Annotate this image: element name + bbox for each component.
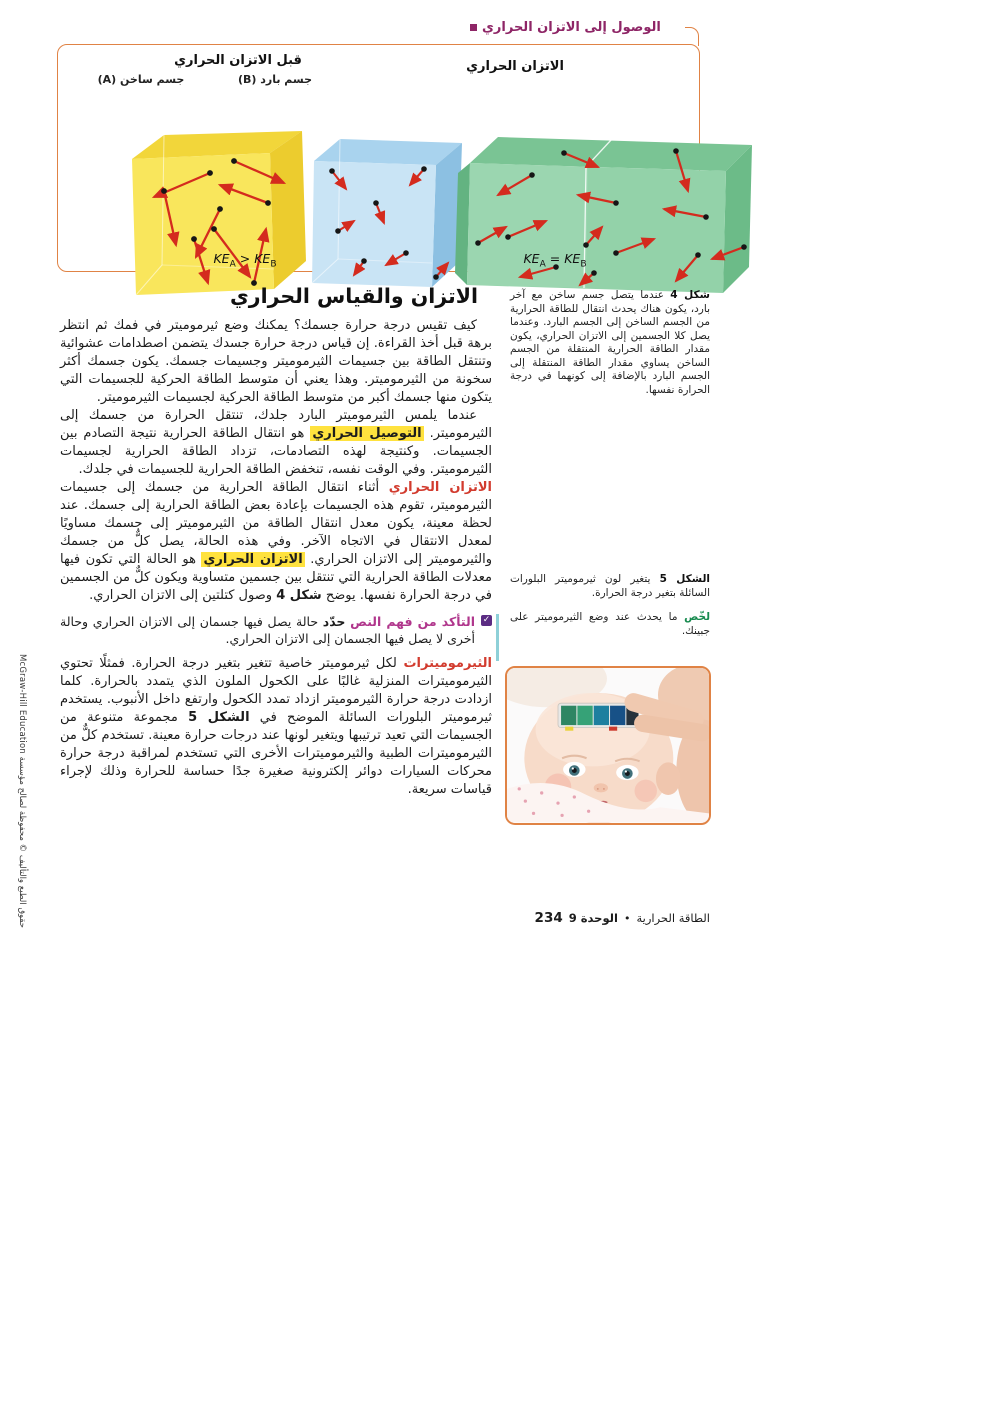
- figure5-reference: الشكل 5: [188, 710, 250, 725]
- figure4-box: [57, 44, 700, 272]
- figure4-caption: شكل 4 عندما يتصل جسم ساخن مع آخر بارد، يكون هناك يحدث انتقال للطاقة الحرارية من الجسم الساخن إلى الجسم البارد. وعندما يصل كلا الجسمين إلى الاتزان الحراري، يكون مقدار الطاقة الحرارية المنتقلة من الجسم الساخن يساوي مقدار الطاقة المنتقلة إلى الجسم البارد بالإضافة إلى كونهما في درجة الحرارة نفسها.: [510, 289, 710, 396]
- footer-chapter: الطاقة الحرارية: [636, 911, 710, 925]
- term-thermal-conduction: التوصيل الحراري: [312, 426, 422, 441]
- figure5-caption-label: الشكل 5: [659, 573, 710, 585]
- paragraph-3: الاتزان الحراري أثناء انتقال الطاقة الحرارية من جسمك إلى جسيمات الثيرموميتر، تقوم هذه الجسيمات بإعادة بعض الطاقة الحرارية إلى جسمك. عند لحظة معينة، يكون معدل انتقال الطاقة من الثيرموميتر إلى جسمك مساويًا لمعدل الانتقال في الاتجاه الآخر. وفي هذه الحالة، يصل كلٌّ من جسمك والثيرموميتر إلى الاتزان الحراري. الاتزان الحراري هو الحالة التي تكون فيها معدلات الطاقة الحرارية التي تنتقل بين جسمين متساوية ويكون كلٌّ من الجسمين في درجة الحرارة نفسها. يوضح شكل 4 وصول كتلتين إلى الاتزان الحراري.: [60, 480, 492, 603]
- check-icon: ✓: [482, 615, 491, 625]
- reading-check-verb: حدّد: [322, 614, 346, 629]
- baby-thermometer-illustration: [507, 668, 709, 823]
- reading-check-label: التأكد من فهم النص: [350, 614, 475, 629]
- section-header: [470, 20, 696, 35]
- lead-thermometers: الثيرموميترات: [403, 656, 492, 671]
- figure4-hot-object-label: جسم ساخن (A): [97, 73, 185, 86]
- ke-comparison-before: $KE_A > KE_B$: [213, 251, 277, 270]
- term-thermal-equilibrium: الاتزان الحراري: [203, 552, 303, 567]
- baby-ear: [656, 762, 680, 795]
- section-header-square-icon: [470, 24, 477, 31]
- lead-thermal-equilibrium: الاتزان الحراري: [388, 480, 492, 495]
- paragraph-2: عندما يلمس الثيرموميتر البارد جلدك، تنتقل الحرارة من جسمك إلى الثيرموميتر. التوصيل الحراري هو انتقال الطاقة الحرارية نتيجة التصادم بين الجسيمات. وكنتيجة لهذه التصادمات، تزداد الطاقة الحرارية لجسيمات الثيرموميتر. وفي الوقت نفسه، تنخفض الطاقة الحرارية للجسيمات في جلدك.: [60, 408, 492, 477]
- page-number: 234: [534, 910, 563, 926]
- ke-comparison-after: $KE_A = KE_B$: [523, 251, 587, 270]
- paragraph-1: كيف تقيس درجة حرارة جسمك؟ يمكنك وضع ثيرموميتر في فمك ثم انتظر برهة قبل أخذ القراءة. إن قياس درجة حرارة جسدك يتضمن اصطدامات عشوائية وتنتقل الطاقة بين جسيمات الثيرموميتر وجسيمات جسمك. يكون جسمك أكثر سخونة من الثيرموميتر. وهذا يعني أن متوسط الطاقة الحركية للجسيمات التي يتكون منها جسمك أكبر من متوسط الطاقة الحركية لجسيمات الثيرموميتر.: [60, 318, 492, 405]
- paragraph-4: الثيرموميترات لكل ثيرموميتر خاصية تتغير بتغير درجة الحرارة. فمثلًا تحتوي الثيرموميترات المنزلية غالبًا على الكحول الملون الذي يتمدد بالحرارة. كلما ازدادت درجة حرارة الثيرموميتر ازداد تمدد الكحول وارتفع داخل الأنبوب. يستخدم ثيرموميتر البلورات السائلة الموضح في الشكل 5 مجموعة متنوعة من الجسيمات التي تعيد ترتيبها ويتغير لونها عند درجات حرارة معينة. تستخدم كلٌّ من الثيرموميترات الطبية والثيرموميترات الأخرى التي تستخدم لمراقبة درجة حرارة محركات السيارات دوائر إلكترونية صغيرة جدًا حساسة للحرارة وذلك لإجراء قياسات سريعة.: [60, 656, 492, 797]
- footer-unit: الوحدة 9: [568, 911, 618, 925]
- figure4-cold-object-label: جسم بارد (B): [237, 73, 313, 86]
- section-header-title: الوصول إلى الاتزان الحراري: [482, 20, 661, 35]
- reading-check-rule: [496, 614, 499, 661]
- figure4-caption-label: شكل 4: [670, 289, 710, 301]
- article-column: [60, 284, 492, 799]
- article-heading: الاتزان والقياس الحراري: [230, 284, 478, 308]
- figure4-after-title: الاتزان الحراري: [466, 59, 564, 74]
- figure4-before-title: قبل الاتزان الحراري: [174, 53, 302, 68]
- figure4-cubes-illustration: [118, 127, 758, 299]
- copyright-sidebar: حقوق الطبع والتأليف © محفوظة لصالح مؤسسة McGraw-Hill Education: [17, 653, 27, 928]
- footer-bullet: •: [623, 912, 631, 925]
- summarize-label: لخّص: [684, 611, 711, 623]
- figure5-photo: [505, 666, 711, 825]
- figure5-caption: الشكل 5 يتغير لون ثيرموميتر البلورات السائلة بتغير درجة الحرارة.: [510, 573, 710, 599]
- figure4-reference: شكل 4: [276, 588, 322, 603]
- reading-check: ✓ التأكد من فهم النص حدّد حالة يصل فيها جسمان إلى الاتزان الحراري وحالة أخرى لا يصل فيها الجسمان إلى الاتزان الحراري.: [60, 614, 491, 646]
- page-footer: [420, 910, 710, 926]
- summarize-prompt: لخّص ما يحدث عند وضع الثيرموميتر على جبينك.: [510, 611, 711, 637]
- baby-nose: [594, 783, 608, 792]
